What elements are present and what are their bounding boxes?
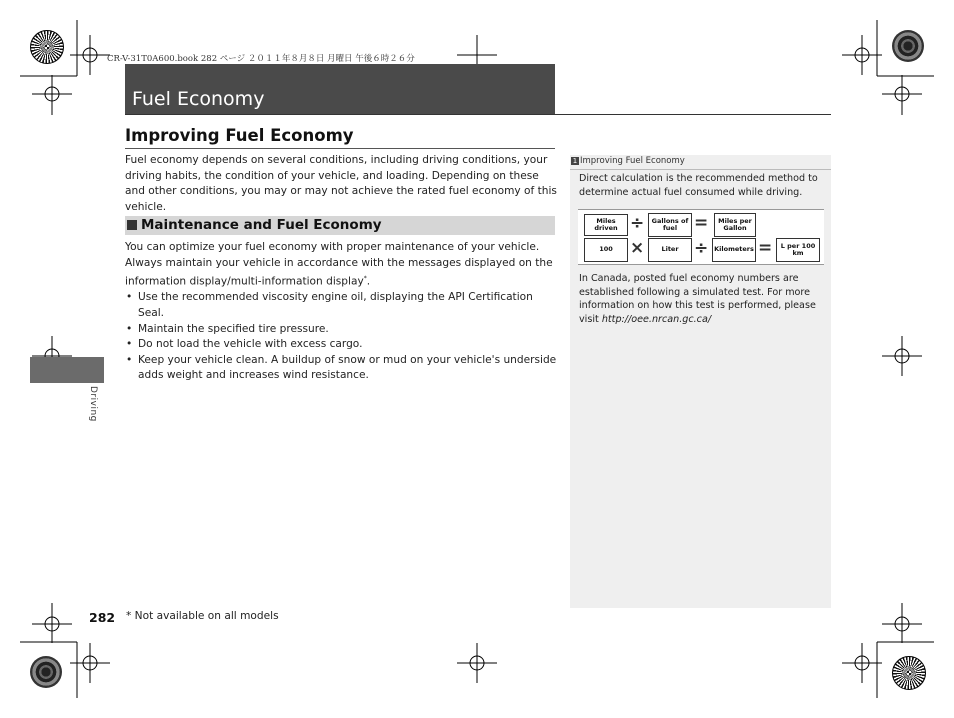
- multiply-icon: ×: [630, 238, 645, 258]
- divide-icon: ÷: [630, 213, 645, 233]
- chapter-tab-label: Driving: [88, 386, 98, 422]
- asterisk-mark: *: [363, 275, 367, 283]
- subsection-body: [125, 240, 557, 384]
- note-text-canada: [579, 272, 825, 326]
- subsection-paragraph: [125, 240, 557, 290]
- formula-box: Miles driven: [584, 214, 628, 236]
- chapter-tab[interactable]: [30, 357, 104, 383]
- formula-box: L per 100 km: [776, 238, 820, 262]
- subsection-title: Maintenance and Fuel Economy: [141, 217, 382, 233]
- formula-box: Kilometers: [712, 238, 756, 262]
- note-text-calculation: Direct calculation is the recommended method to determine actual fuel consumed while driving.: [579, 173, 818, 198]
- page-title: Fuel Economy: [132, 88, 265, 110]
- list-item: • Keep your vehicle clean. A buildup of snow or mud on your vehicle's underside adds weight and increases wind resistance.: [125, 353, 557, 384]
- equals-icon: =: [758, 238, 773, 258]
- note-text-canada-body: In Canada, posted fuel economy numbers are established following a simulated test. For more information on how this test is performed, please visit: [579, 273, 816, 325]
- section-title: Improving Fuel Economy: [125, 126, 354, 145]
- note-title: Improving Fuel Economy: [580, 156, 685, 166]
- formula-box: Miles per Gallon: [714, 213, 756, 237]
- formula-box: Gallons of fuel: [648, 213, 692, 237]
- reference-icon: 1: [572, 157, 578, 165]
- fuel-economy-formula-diagram: [578, 209, 824, 265]
- oee-link[interactable]: http://oee.nrcan.gc.ca/: [601, 313, 712, 325]
- subsection-text-end: .: [366, 275, 371, 288]
- section-divider: [125, 148, 555, 149]
- divide-icon: ÷: [694, 238, 709, 258]
- footnote: * Not available on all models: [126, 610, 279, 622]
- page-number: 282: [89, 610, 116, 625]
- section-intro: Fuel economy depends on several conditions, including driving conditions, your driving habits, the condition of your vehicle, and loading. Depending on these and other conditions, you may or may not achieve the rated fuel economy of this vehicle.: [125, 154, 557, 213]
- equals-icon: =: [694, 213, 709, 233]
- list-item: • Do not load the vehicle with excess cargo.: [125, 337, 557, 353]
- square-bullet-icon: [127, 220, 137, 230]
- book-file-info: CR-V-31T0A600.book 282 ページ ２０１１年８月８日 月曜日 午後６時２６分: [107, 54, 415, 64]
- note-divider: [570, 169, 831, 170]
- subsection-text: You can optimize your fuel economy with proper maintenance of your vehicle. Always maintain your vehicle in accordance with the messages displayed on the information display/multi-information display: [125, 241, 553, 288]
- header-divider: [125, 114, 831, 115]
- list-item: • Maintain the specified tire pressure.: [125, 322, 557, 338]
- formula-box: 100: [584, 238, 628, 262]
- maintenance-tips-list: [125, 290, 557, 384]
- list-item: • Use the recommended viscosity engine oil, displaying the API Certification Seal.: [125, 290, 557, 321]
- formula-box: Liter: [648, 238, 692, 262]
